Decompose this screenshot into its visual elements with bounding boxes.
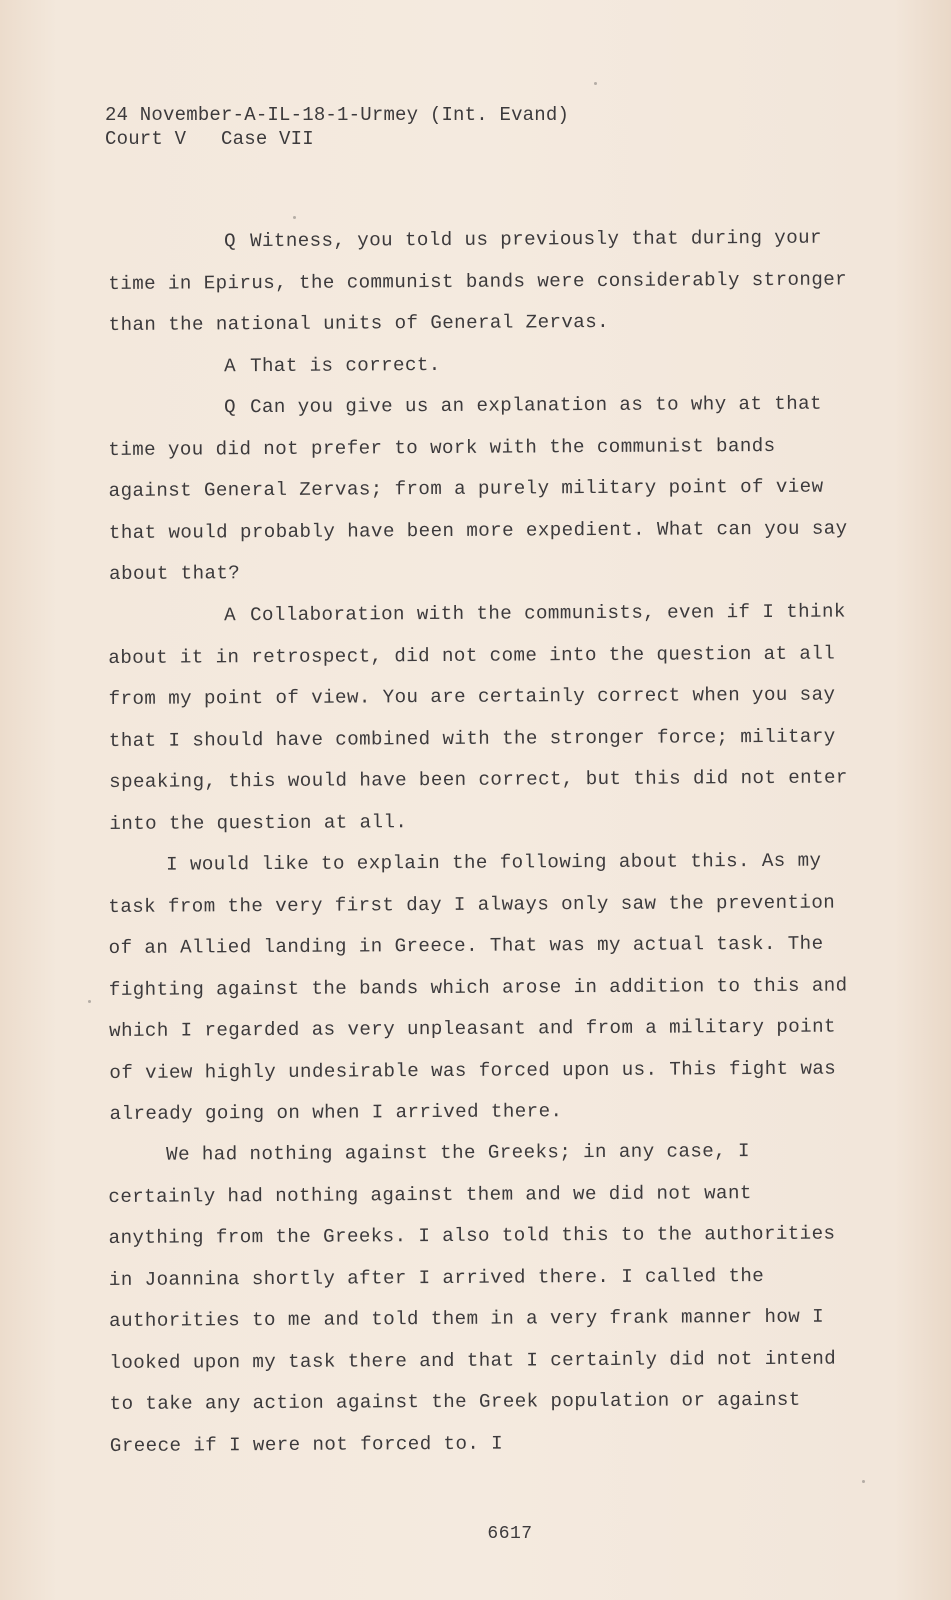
header-court-case-line: Court V Case VII bbox=[105, 128, 314, 150]
document-header bbox=[105, 103, 569, 151]
transcript-paragraph bbox=[108, 217, 859, 346]
paper-speck bbox=[88, 1000, 91, 1003]
paragraph-text: I would like to explain the following about this. As my task from the very first day I always only saw the prevention of an Allied landing in Greece. That was my actual task. The fighting against the bands which arose in addition to this and which I regarded as very unpleasant and from a military point of view highly undesirable was forced upon us. This fight was already going on when I arrived there. bbox=[108, 849, 848, 1125]
paragraph-text: That is correct. bbox=[249, 353, 441, 377]
paper-speck bbox=[293, 216, 296, 219]
paragraph-text: Can you give us an explanation as to why at that time you did not prefer to work with the communist bands against General Zervas; from a purely military point of view that would probably have been more expedient. What can you say about that? bbox=[108, 392, 848, 585]
page-number: 6617 bbox=[487, 1524, 533, 1544]
header-session-line: 24 November-A-IL-18-1-Urmey (Int. Evand) bbox=[105, 104, 570, 126]
paragraph-text: We had nothing against the Greeks; in any case, I certainly had nothing against them and we did not want anything from the Greeks. I also told this to the authorities in Joannina shortly after I arrived there. I called the authorities to me and told them in a very frank manner how I looked upon my task there and that I certainly did not intend to take any action against the Greek population or against Greece if I were not forced to. I bbox=[108, 1140, 837, 1457]
transcript-paragraph bbox=[108, 383, 859, 595]
speaker-marker-question: Q bbox=[224, 396, 237, 419]
transcript-paragraph bbox=[108, 1130, 860, 1467]
transcript-paragraph bbox=[108, 591, 860, 845]
transcript-paragraph bbox=[108, 342, 858, 388]
speaker-marker-answer: A bbox=[224, 354, 237, 377]
paragraph-text: Witness, you told us previously that during your time in Epirus, the communist bands were considerably stronger than the national units of General Zervas. bbox=[108, 226, 848, 336]
transcript-paragraph bbox=[108, 840, 860, 1135]
paragraph-text: Collaboration with the communists, even if I think about it in retrospect, did not come into the question at all from my point of view. You are certainly correct when you say that I should have combined with the stronger force; military speaking, this would have been correct, but this did not enter into the question at all. bbox=[108, 599, 848, 834]
transcript-body bbox=[108, 222, 858, 1467]
paper-speck bbox=[862, 1480, 865, 1483]
speaker-marker-answer: A bbox=[224, 603, 237, 626]
paper-speck bbox=[594, 82, 597, 85]
speaker-marker-question: Q bbox=[224, 230, 237, 253]
